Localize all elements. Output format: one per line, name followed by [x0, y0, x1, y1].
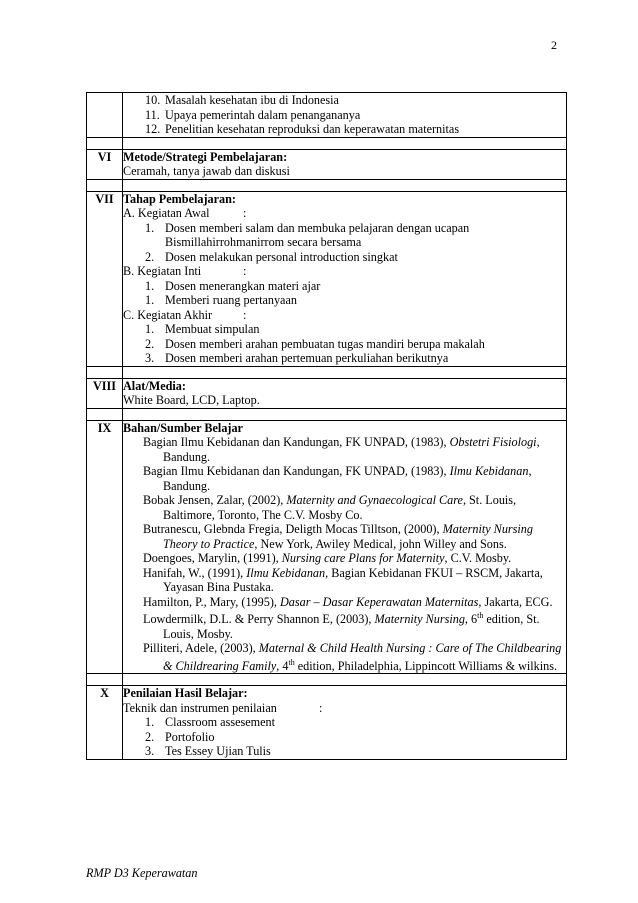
section-vi-content	[123, 149, 567, 179]
section-heading: Metode/Strategi Pembelajaran:	[123, 149, 288, 164]
section-vii-content	[123, 191, 567, 366]
list-item: 2. Dosen melakukan personal introduction singkat	[145, 249, 398, 264]
subsection-heading: C. Kegiatan Akhir :	[123, 307, 247, 322]
table-row	[87, 149, 567, 179]
section-heading: Alat/Media:	[123, 378, 186, 393]
table-row	[87, 686, 567, 760]
reference-item: Hamilton, P., Mary, (1995), Dasar – Dasar Keperawatan Maternitas, Jakarta, ECG.	[143, 594, 553, 609]
section-text: Ceramah, tanya jawab dan diskusi	[123, 164, 290, 178]
reference-item: Lowdermilk, D.L. & Perry Shannon E, (2003), Maternity Nursing, 6th edition, St. Louis, Mosby.	[143, 611, 540, 641]
continued-topics-cell	[123, 93, 567, 138]
list-item: 3. Tes Essey Ujian Tulis	[145, 744, 271, 759]
list-item: 12. Penelitian kesehatan reproduksi dan keperawatan maternitas	[145, 122, 460, 136]
page-number: 2	[551, 38, 557, 52]
assessment-technique-label: Teknik dan instrumen penilaian :	[123, 700, 323, 715]
section-number: VII	[87, 191, 123, 366]
reference-item: Bagian Ilmu Kebidanan dan Kandungan, FK UNPAD, (1983), Ilmu Kebidanan, Bandung.	[143, 464, 532, 493]
spacer-row	[87, 408, 567, 420]
table-row	[87, 378, 567, 408]
spacer-row	[87, 366, 567, 378]
list-item: 11. Upaya pemerintah dalam penangananya	[145, 107, 361, 122]
list-item: 1. Memberi ruang pertanyaan	[145, 293, 297, 307]
rmp-table	[86, 92, 567, 760]
reference-list	[123, 435, 566, 673]
list-item: 3. Dosen memberi arahan pertemuan perkuliahan berikutnya	[145, 351, 449, 365]
spacer-row	[87, 674, 567, 686]
list-item: 1. Dosen memberi salam dan membuka pelajaran dengan ucapan Bismillahirrohmanirrom secara bersama	[145, 220, 470, 249]
list-item: 1. Membuat simpulan	[145, 322, 260, 336]
reference-item: Bobak Jensen, Zalar, (2002), Maternity and Gynaecological Care, St. Louis, Baltimore, Toronto, The C.V. Mosby Co.	[143, 493, 517, 522]
section-text: White Board, LCD, Laptop.	[123, 393, 260, 407]
section-number: X	[87, 686, 123, 760]
table-row	[87, 93, 567, 138]
spacer-row	[87, 137, 567, 149]
reference-item: Butranescu, Glebnda Fregia, Deligth Mocas Tilltson, (2000), Maternity Nursing Theory to Practice, New York, Awiley Medical, john Willey and Sons.	[143, 522, 533, 551]
list-item: 10. Masalah kesehatan ibu di Indonesia	[145, 93, 339, 107]
reference-item: Doengoes, Marylin, (1991), Nursing care Plans for Maternity, C.V. Mosby.	[143, 551, 512, 565]
spacer-row	[87, 179, 567, 191]
subsection-heading: A. Kegiatan Awal :	[123, 206, 247, 220]
section-heading: Bahan/Sumber Belajar	[123, 420, 243, 435]
list-item: 2. Portofolio	[145, 729, 215, 744]
section-viii-content	[123, 378, 567, 408]
reference-item: Pilliteri, Adele, (2003), Maternal & Child Health Nursing : Care of The Childbearing & Childrearing Family, 4th edition, Philadelphia, Lippincott Williams & wilkins.	[143, 641, 562, 673]
table-row	[87, 191, 567, 366]
list-item: 1. Dosen menerangkan materi ajar	[145, 278, 321, 293]
list-item: 1. Classroom assesement	[145, 715, 276, 730]
section-number: VIII	[87, 378, 123, 408]
section-number-cell	[87, 93, 123, 138]
footer: RMP D3 Keperawatan	[86, 866, 198, 880]
section-ix-content	[123, 420, 567, 674]
table-row	[87, 420, 567, 674]
reference-item: Bagian Ilmu Kebidanan dan Kandungan, FK UNPAD, (1983), Obstetri Fisiologi, Bandung.	[143, 435, 540, 464]
section-x-content	[123, 686, 567, 760]
subsection-heading: B. Kegiatan Inti :	[123, 264, 247, 278]
section-heading: Tahap Pembelajaran:	[123, 191, 236, 206]
section-number: VI	[87, 149, 123, 179]
reference-item: Hanifah, W., (1991), Ilmu Kebidanan, Bagian Kebidanan FKUI – RSCM, Jakarta, Yayasan Bina Pustaka.	[143, 565, 543, 594]
section-number: IX	[87, 420, 123, 674]
list-item: 2. Dosen memberi arahan pembuatan tugas mandiri berupa makalah	[145, 336, 485, 351]
section-heading: Penilaian Hasil Belajar:	[123, 686, 248, 701]
